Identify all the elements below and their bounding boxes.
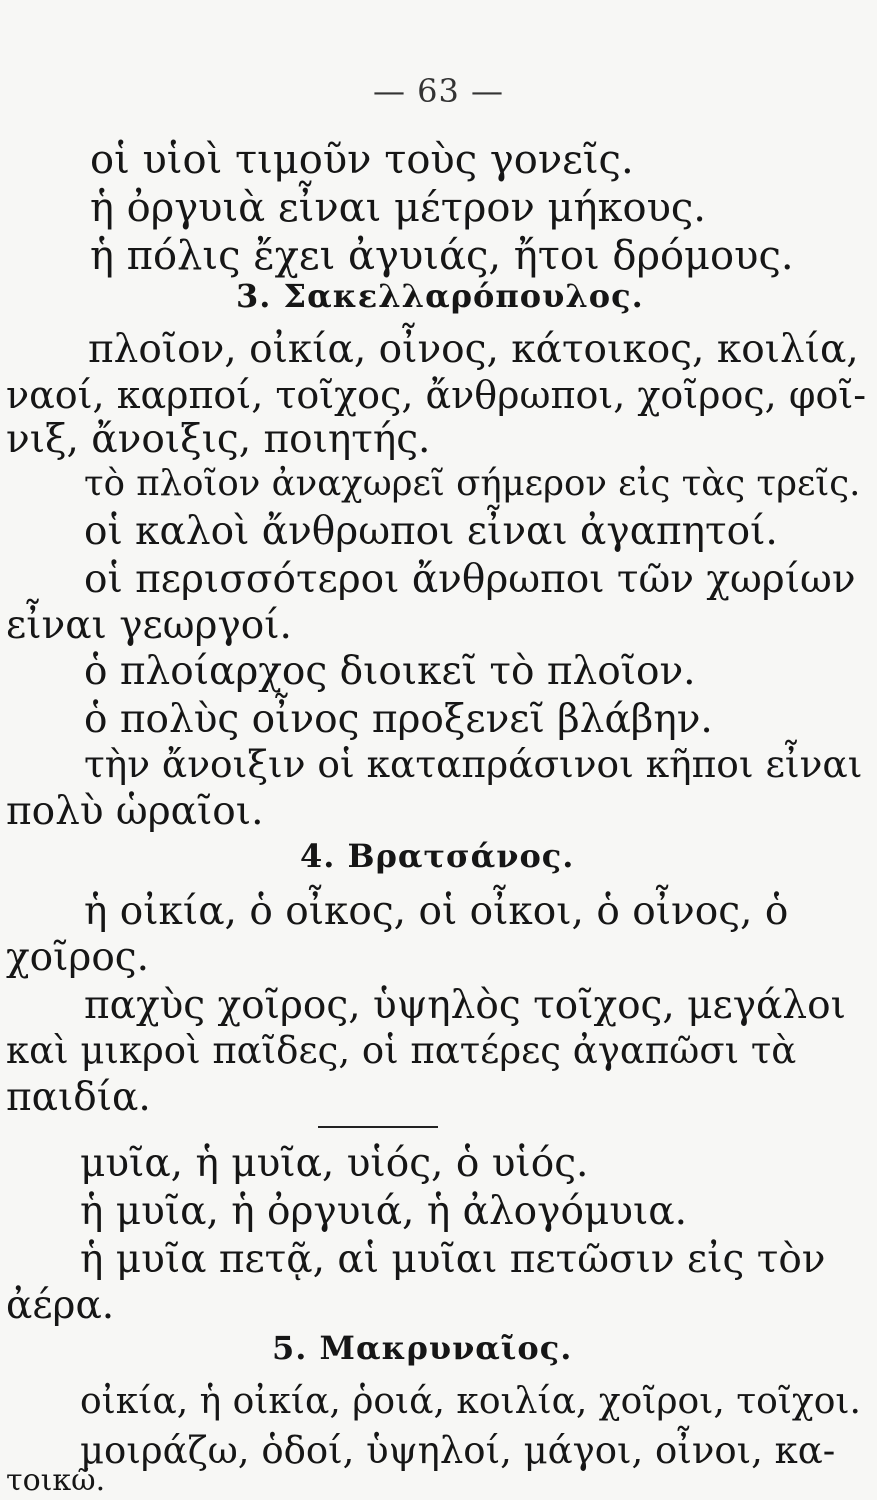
text-line: ναοί, καρποί, τοῖχος, ἄνθρωποι, χοῖρος, φοῖ- (6, 373, 867, 417)
text-line: ἀέρα. (6, 1283, 115, 1328)
text-line: ἡ μυῖα, ἡ ὀργυιά, ἡ ἀλογόμυια. (80, 1189, 688, 1234)
text-line: παιδία. (6, 1075, 151, 1120)
text-line: τὴν ἄνοιξιν οἱ καταπράσινοι κῆποι εἶναι (84, 742, 863, 786)
section-heading: 5. Μακρυναῖος. (272, 1329, 573, 1367)
text-line: πλοῖον, οἰκία, οἶνος, κάτοικος, κοιλία, (88, 327, 859, 372)
text-line: τὸ πλοῖον ἀναχωρεῖ σήμερον εἰς τὰς τρεῖς. (84, 463, 861, 504)
text-line: μοιράζω, ὁδοί, ὑψηλοί, μάγοι, οἶνοι, κα- (80, 1429, 836, 1472)
text-line: καὶ μικροὶ παῖδες, οἱ πατέρες ἀγαπῶσι τὰ (6, 1029, 797, 1072)
text-line: ὁ πολὺς οἶνος προξενεῖ βλάβην. (84, 697, 713, 742)
text-line: οἱ υἱοὶ τιμοῦν τοὺς γονεῖς. (90, 137, 634, 183)
text-line: εἶναι γεωργοί. (6, 603, 292, 648)
section-heading: 4. Βρατσάνος. (300, 837, 575, 875)
text-line: οἰκία, ἡ οἰκία, ῥοιά, κοιλία, χοῖροι, τοῖχοι. (80, 1381, 861, 1422)
text-line: παχὺς χοῖρος, ὑψηλὸς τοῖχος, μεγάλοι (84, 983, 846, 1028)
text-line: νιξ, ἄνοιξις, ποιητής. (6, 417, 431, 462)
text-line: μυῖα, ἡ μυῖα, υἱός, ὁ υἱός. (80, 1141, 589, 1186)
text-line: τοικῶ. (6, 1463, 106, 1498)
text-line: ἡ ὀργυιὰ εἶναι μέτρον μήκους. (90, 185, 706, 231)
text-line: οἱ περισσότεροι ἄνθρωποι τῶν χωρίων (84, 557, 856, 602)
section-heading: 3. Σακελλαρόπουλος. (236, 277, 644, 315)
text-line: ἡ μυῖα πετᾷ, αἱ μυῖαι πετῶσιν εἰς τὸν (80, 1237, 826, 1282)
page-number: — 63 — (372, 72, 505, 110)
section-divider (318, 1126, 438, 1128)
text-line: πολὺ ὡραῖοι. (6, 789, 264, 834)
text-line: ἡ πόλις ἔχει ἀγυιάς, ἤτοι δρόμους. (90, 233, 794, 279)
text-line: οἱ καλοὶ ἄνθρωποι εἶναι ἀγαπητοί. (84, 509, 778, 554)
text-line: ὁ πλοίαρχος διοικεῖ τὸ πλοῖον. (84, 649, 696, 694)
text-line: χοῖρος. (6, 935, 150, 980)
text-line: ἡ οἰκία, ὁ οἶκος, οἱ οἶκοι, ὁ οἶνος, ὁ (84, 889, 789, 934)
